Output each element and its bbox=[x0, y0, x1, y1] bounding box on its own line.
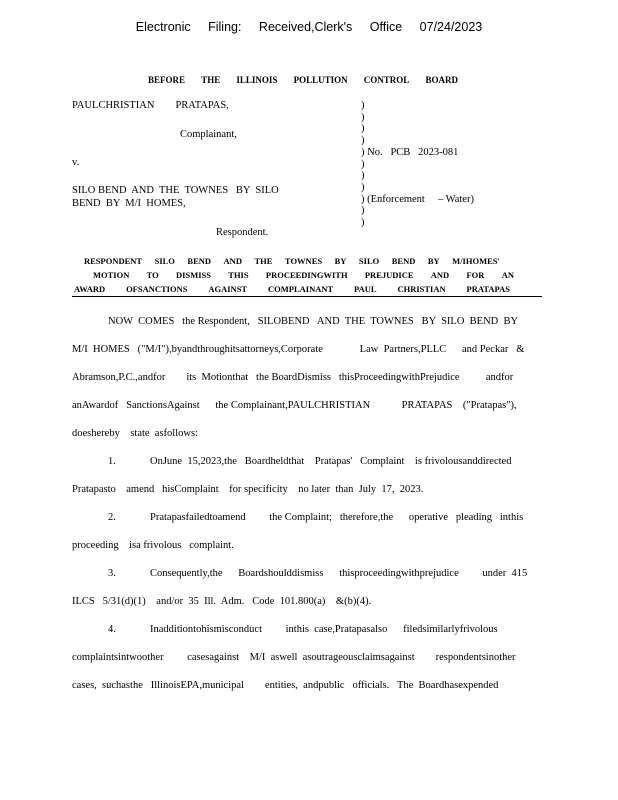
paragraph-4-line: complaintsintwoother casesagainst M/I aswell asoutrageousclaimsagainst respondentsinother bbox=[72, 652, 516, 663]
respondent-name-line2: BEND BY M/I HOMES, bbox=[72, 198, 186, 209]
intro-line: doeshereby state asfollows: bbox=[72, 428, 198, 439]
board-title-word: THE bbox=[201, 75, 221, 85]
versus: v. bbox=[72, 157, 80, 168]
paragraph-number: 2. bbox=[108, 512, 116, 523]
motion-body bbox=[72, 308, 542, 700]
board-title-word: BEFORE bbox=[148, 75, 186, 85]
paragraph-4-line: 4. Inadditiontohismisconduct inthis case,Pratapasalso filedsimilarlyfrivolous bbox=[72, 616, 542, 644]
case-number: No. PCB 2023-081 bbox=[367, 146, 459, 158]
paragraph-1-line: Pratapasto amend hisComplaint for specificity no later than July 17, 2023. bbox=[72, 484, 424, 495]
intro-line: Abramson,P.C.,andfor its Motionthat the BoardDismiss thisProceedingwithPrejudice andfor bbox=[72, 372, 514, 383]
motion-title bbox=[72, 254, 542, 296]
respondent-label: Respondent. bbox=[216, 227, 269, 238]
title-underline bbox=[72, 296, 542, 297]
respondent-name-line1: SILO BEND AND THE TOWNES BY SILO bbox=[72, 185, 279, 196]
paragraph-2-line: 2. Pratapasfailedtoamend the Complaint; therefore,the operative pleading inthis bbox=[72, 504, 542, 532]
paragraph-4-line: cases, suchasthe IllinoisEPA,municipal entities, andpublic officials. The Boardhasexpended bbox=[72, 680, 499, 691]
motion-title-line-2: MOTION TO DISMISS THIS PROCEEDINGWITH PREJUDICE AND FOR AN bbox=[93, 270, 514, 280]
complainant-name: PAULCHRISTIAN PRATAPAS, bbox=[72, 100, 229, 111]
paragraph-2-line: proceeding isa frivolous complaint. bbox=[72, 540, 234, 551]
motion-title-line-1: RESPONDENT SILO BEND AND THE TOWNES BY SILO BEND BY M/IHOMES' bbox=[84, 256, 500, 266]
paragraph-3-line: 3. Consequently,the Boardshoulddismiss thisproceedingwithprejudice under 415 bbox=[72, 560, 542, 588]
paragraph-3-line: ILCS 5/31(d)(1) and/or 35 Ill. Adm. Code 101.800(a) &(b)(4). bbox=[72, 596, 372, 607]
caption-parenthesis-column: ) ) ) ) ) No. PCB 2023-081 ) ) ) ) (Enforcement – Water) ) ) bbox=[361, 100, 474, 229]
board-title-word: POLLUTION bbox=[293, 75, 348, 85]
intro-line: M/I HOMES ("M/I"),byandthroughitsattorneys,Corporate Law Partners,PLLC and Peckar & bbox=[72, 344, 525, 355]
paragraph-1-line: 1. OnJune 15,2023,the Boardheldthat Pratapas' Complaint is frivolousanddirected bbox=[72, 448, 542, 476]
paragraph-number: 3. bbox=[108, 568, 116, 579]
board-title bbox=[148, 75, 458, 85]
board-title-word: CONTROL bbox=[363, 75, 410, 85]
paragraph-number: 1. bbox=[108, 456, 116, 467]
complainant-label: Complainant, bbox=[180, 129, 237, 140]
intro-line: anAwardof SanctionsAgainst the Complainant,PAULCHRISTIAN PRATAPAS ("Pratapas"), bbox=[72, 400, 517, 411]
paragraph-number: 4. bbox=[108, 624, 116, 635]
electronic-filing-stamp: Electronic Filing: Received,Clerk's Office 07/24/2023 bbox=[135, 20, 483, 34]
board-title-word: BOARD bbox=[425, 75, 458, 85]
intro-line: NOW COMES the Respondent, SILOBEND AND THE TOWNES BY SILO BEND BY bbox=[108, 316, 519, 327]
board-title-word: ILLINOIS bbox=[236, 75, 278, 85]
motion-title-line-3: AWARD OFSANCTIONS AGAINST COMPLAINANT PAUL CHRISTIAN PRATAPAS bbox=[74, 284, 510, 294]
case-type: (Enforcement – Water) bbox=[367, 193, 474, 205]
